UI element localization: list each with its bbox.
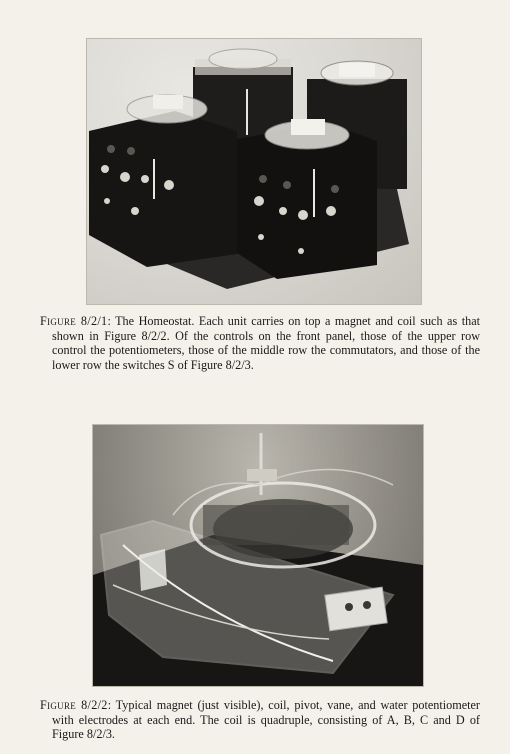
figure-1-label: Figure 8/2/1 [40,314,108,328]
figure-2-label: Figure 8/2/2 [40,698,108,712]
figure-2-caption-text: : Typical magnet (just visible), coil, pivot, vane, and water potentiometer with electrodes at each end. The coil is quadruple, consisting of A, B, C and D of Figure 8/2/3. [52,698,480,742]
figure-1-caption-text: : The Homeostat. Each unit carries on top a magnet and coil such as that shown in Figure 8/2/2. Of the controls on the front panel, those of the upper row control the potentiometers, those of the middle row the commutators, and those of the lower row the switches S of Figure 8/2/3. [52,314,480,372]
figure-2-caption [40,698,480,742]
magnet-coil-photo [92,424,424,687]
figure-1-caption [40,314,480,372]
homeostat-photo [86,38,422,305]
